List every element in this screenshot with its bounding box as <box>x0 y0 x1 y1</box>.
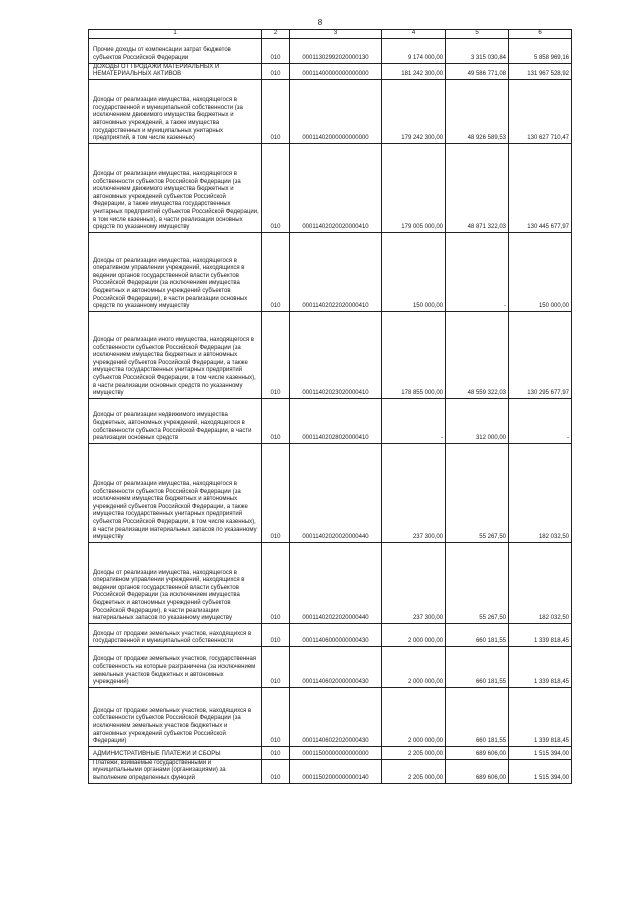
row-executed-amount: 48 926 589,53 <box>446 79 509 143</box>
page-number: 8 <box>317 18 323 27</box>
row-planned-amount: 2 000 000,00 <box>382 646 446 687</box>
row-planned-amount: 179 005 000,00 <box>382 143 446 232</box>
row-remaining-amount: 1 515 394,00 <box>509 746 572 759</box>
row-executed-amount: 689 606,00 <box>446 746 509 759</box>
row-line-code: 010 <box>262 646 290 687</box>
column-number: 5 <box>446 30 509 39</box>
row-budget-code: 00011402028020000410 <box>290 398 382 443</box>
row-line-code: 010 <box>262 38 290 63</box>
row-name: Доходы от продажи земельных участков, находящихся в собственности субъектов Российской Федерации (за исключением земельных участков бюджетных и автономных учреждений субъектов Российской Федерации) <box>89 687 262 746</box>
row-planned-amount: 179 242 300,00 <box>382 79 446 143</box>
table-row <box>89 687 572 746</box>
row-remaining-amount: 182 032,50 <box>509 542 572 623</box>
row-executed-amount: 660 181,55 <box>446 646 509 687</box>
row-line-code: 010 <box>262 687 290 746</box>
table-row <box>89 759 572 783</box>
row-name: Доходы от продажи земельных участков, государственная собственность на которые разграничена (за исключением земельных участков бюджетных и автономных учреждений) <box>89 646 262 687</box>
column-number: 2 <box>262 30 290 39</box>
row-remaining-amount: 150 000,00 <box>509 232 572 311</box>
row-planned-amount: 181 242 300,00 <box>382 63 446 79</box>
row-budget-code: 00011406022020000430 <box>290 687 382 746</box>
row-executed-amount: 55 267,50 <box>446 443 509 542</box>
table-row <box>89 311 572 398</box>
row-name: Доходы от реализации иного имущества, находящегося в собственности субъектов Российской Федерации (за исключением имущества бюджетных и автономных учреждений субъектов Российской Федерации, а также имущества государственных унитарных предприятий субъектов Российской Федерации, в том числе казенных), в части реализации основных средств по указанному имуществу <box>89 311 262 398</box>
row-executed-amount: 689 606,00 <box>446 759 509 783</box>
row-name: Доходы от реализации имущества, находящегося в оперативном управлении учреждений, находящихся в ведении органов государственной власти субъектов Российской Федерации (за исключением имущества бюджетных и автономных учреждений субъектов Российской Федерации), в части реализации материальных запасов по указанному имуществу <box>89 542 262 623</box>
row-line-code: 010 <box>262 542 290 623</box>
row-budget-code: 00011406020000000430 <box>290 646 382 687</box>
row-executed-amount: 49 586 771,08 <box>446 63 509 79</box>
row-remaining-amount: 182 032,50 <box>509 443 572 542</box>
revenue-table <box>88 29 572 784</box>
row-executed-amount: 55 267,50 <box>446 542 509 623</box>
row-executed-amount: 312 000,00 <box>446 398 509 443</box>
table-row <box>89 443 572 542</box>
row-executed-amount: - <box>446 232 509 311</box>
row-line-code: 010 <box>262 63 290 79</box>
row-planned-amount: 2 000 000,00 <box>382 687 446 746</box>
row-remaining-amount: 1 515 394,00 <box>509 759 572 783</box>
row-name: Доходы от реализации имущества, находящегося в государственной и муниципальной собственности (за исключением движимого имущества бюджетных и автономных учреждений, а также имущества государственных и муниципальных унитарных предприятий, в том числе казенных) <box>89 79 262 143</box>
row-executed-amount: 48 871 322,03 <box>446 143 509 232</box>
column-number: 1 <box>89 30 262 39</box>
row-budget-code: 00011402020020000440 <box>290 443 382 542</box>
table-row <box>89 623 572 646</box>
table-row <box>89 746 572 759</box>
row-line-code: 010 <box>262 232 290 311</box>
row-line-code: 010 <box>262 623 290 646</box>
row-name: Доходы от реализации имущества, находящегося в собственности субъектов Российской Федерации (за исключением движимого имущества бюджетных и автономных учреждений субъектов Российской Федерации, а также имущества государственных унитарных предприятий субъектов Российской Федерации, в том числе казенных), в части реализации основных средств по указанному имуществу <box>89 143 262 232</box>
row-planned-amount: 9 174 000,00 <box>382 38 446 63</box>
row-remaining-amount: 1 339 818,45 <box>509 646 572 687</box>
row-budget-code: 00011402022020000410 <box>290 232 382 311</box>
row-name: Платежи, взимаемые государственными и муниципальными органами (организациями) за выполнение определенных функций <box>89 759 262 783</box>
row-executed-amount: 660 181,55 <box>446 687 509 746</box>
row-planned-amount: 150 000,00 <box>382 232 446 311</box>
row-executed-amount: 660 181,55 <box>446 623 509 646</box>
table-row <box>89 143 572 232</box>
row-planned-amount: 178 855 000,00 <box>382 311 446 398</box>
row-budget-code: 00011402000000000000 <box>290 79 382 143</box>
table-row <box>89 38 572 63</box>
row-planned-amount: 2 000 000,00 <box>382 623 446 646</box>
row-line-code: 010 <box>262 143 290 232</box>
row-name: Доходы от реализации имущества, находящегося в оперативном управлении учреждений, находящихся в ведении органов государственной власти субъектов Российской Федерации (за исключением имущества бюджетных и автономных учреждений субъектов Российской Федерации), в части реализации основных средств по указанному имуществу <box>89 232 262 311</box>
column-number: 4 <box>382 30 446 39</box>
column-number-row <box>89 30 572 39</box>
table-row <box>89 542 572 623</box>
table-row <box>89 63 572 79</box>
row-line-code: 010 <box>262 398 290 443</box>
row-remaining-amount: 130 627 710,47 <box>509 79 572 143</box>
row-remaining-amount: 1 339 818,45 <box>509 623 572 646</box>
row-name: Доходы от продажи земельных участков, находящихся в государственной и муниципальной собственности <box>89 623 262 646</box>
row-planned-amount: 2 205 000,00 <box>382 746 446 759</box>
row-budget-code: 00011500000000000000 <box>290 746 382 759</box>
row-planned-amount: 2 205 000,00 <box>382 759 446 783</box>
row-remaining-amount: - <box>509 398 572 443</box>
table-row <box>89 646 572 687</box>
row-planned-amount: - <box>382 398 446 443</box>
row-name: Доходы от реализации недвижимого имущества бюджетных, автономных учреждений, находящегося в собственности субъекта Российской Федерации, в части реализации основных средств <box>89 398 262 443</box>
column-number: 6 <box>509 30 572 39</box>
table-row <box>89 79 572 143</box>
row-executed-amount: 48 559 322,03 <box>446 311 509 398</box>
row-line-code: 010 <box>262 746 290 759</box>
row-executed-amount: 3 315 030,84 <box>446 38 509 63</box>
row-line-code: 010 <box>262 443 290 542</box>
row-line-code: 010 <box>262 759 290 783</box>
row-name: ДОХОДЫ ОТ ПРОДАЖИ МАТЕРИАЛЬНЫХ И НЕМАТЕРИАЛЬНЫХ АКТИВОВ <box>89 63 262 79</box>
row-remaining-amount: 130 445 677,97 <box>509 143 572 232</box>
column-number: 3 <box>290 30 382 39</box>
row-budget-code: 00011402020020000410 <box>290 143 382 232</box>
row-budget-code: 00011400000000000000 <box>290 63 382 79</box>
row-name: АДМИНИСТРАТИВНЫЕ ПЛАТЕЖИ И СБОРЫ <box>89 746 262 759</box>
row-name: Прочие доходы от компенсации затрат бюджетов субъектов Российской Федерации <box>89 38 262 63</box>
row-line-code: 010 <box>262 79 290 143</box>
row-planned-amount: 237 300,00 <box>382 443 446 542</box>
row-budget-code: 00011302992020000130 <box>290 38 382 63</box>
row-line-code: 010 <box>262 311 290 398</box>
row-remaining-amount: 131 967 528,92 <box>509 63 572 79</box>
row-remaining-amount: 1 339 818,45 <box>509 687 572 746</box>
row-remaining-amount: 5 858 969,16 <box>509 38 572 63</box>
table-row <box>89 232 572 311</box>
table-row <box>89 398 572 443</box>
row-budget-code: 00011502000000000140 <box>290 759 382 783</box>
row-budget-code: 00011406000000000430 <box>290 623 382 646</box>
row-budget-code: 00011402023020000410 <box>290 311 382 398</box>
row-remaining-amount: 130 295 677,97 <box>509 311 572 398</box>
row-planned-amount: 237 300,00 <box>382 542 446 623</box>
row-name: Доходы от реализации имущества, находящегося в собственности субъектов Российской Федерации (за исключением имущества бюджетных и автономных учреждений субъектов Российской Федерации, а также имущества государственных унитарных предприятий субъектов Российской Федерации, в том числе казенных), в части реализации материальных запасов по указанному имуществу <box>89 443 262 542</box>
row-budget-code: 00011402022020000440 <box>290 542 382 623</box>
